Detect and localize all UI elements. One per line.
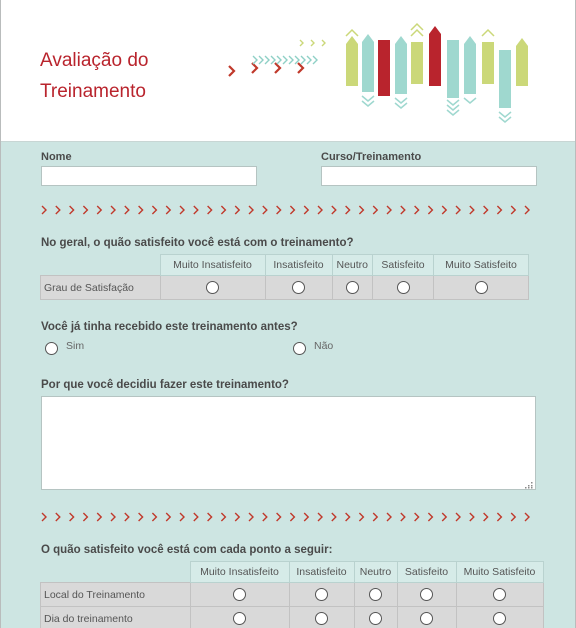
divider-chevron bbox=[511, 206, 515, 214]
divider-chevron bbox=[456, 206, 460, 214]
q1-col-header: Neutro bbox=[332, 255, 373, 276]
q1-col-header: Muito Insatisfeito bbox=[160, 255, 265, 276]
q4-col-header: Muito Satisfeito bbox=[456, 562, 543, 583]
q1-radio[interactable] bbox=[475, 281, 488, 294]
q4-radio[interactable] bbox=[420, 588, 433, 601]
divider-chevron bbox=[56, 513, 60, 521]
divider-chevron bbox=[428, 513, 432, 521]
course-input[interactable] bbox=[321, 166, 537, 186]
chevron-divider-icon bbox=[39, 511, 537, 523]
q2-radio-sim[interactable] bbox=[45, 342, 58, 355]
divider-chevron bbox=[290, 206, 294, 214]
divider-chevron bbox=[401, 513, 405, 521]
divider-chevron bbox=[470, 513, 474, 521]
form-title-line1: Avaliação do bbox=[40, 50, 149, 71]
q1-col-header: Insatisfeito bbox=[265, 255, 332, 276]
divider-chevron bbox=[42, 513, 46, 521]
divider-chevron bbox=[290, 513, 294, 521]
divider-chevron bbox=[166, 206, 170, 214]
table-row bbox=[41, 583, 544, 607]
course-label: Curso/Treinamento bbox=[321, 151, 422, 163]
divider-chevron bbox=[428, 206, 432, 214]
resize-grip-icon[interactable] bbox=[525, 480, 534, 489]
divider-chevron bbox=[152, 513, 156, 521]
q4-radio[interactable] bbox=[233, 588, 246, 601]
q1-radio[interactable] bbox=[292, 281, 305, 294]
q4-radio[interactable] bbox=[420, 612, 433, 625]
divider-chevron bbox=[263, 513, 267, 521]
divider-chevron bbox=[83, 206, 87, 214]
divider-chevron bbox=[221, 513, 225, 521]
divider-chevron bbox=[277, 513, 281, 521]
divider-chevron bbox=[304, 513, 308, 521]
q2-option-label: Não bbox=[314, 340, 334, 352]
divider-chevron bbox=[180, 206, 184, 214]
divider-chevron bbox=[387, 206, 391, 214]
chevron-divider-icon bbox=[39, 204, 537, 216]
divider-chevron bbox=[166, 513, 170, 521]
q4-radio[interactable] bbox=[369, 612, 382, 625]
divider-chevron bbox=[70, 513, 74, 521]
q4-row-label: Dia do treinamento bbox=[41, 607, 191, 628]
divider-chevron bbox=[139, 513, 143, 521]
q4-col-header: Insatisfeito bbox=[289, 562, 354, 583]
divider-chevron bbox=[415, 513, 419, 521]
divider-chevron bbox=[470, 206, 474, 214]
q4-radio[interactable] bbox=[369, 588, 382, 601]
divider-chevron bbox=[332, 513, 336, 521]
q4-matrix bbox=[40, 561, 544, 628]
divider-chevron bbox=[387, 513, 391, 521]
q1-radio[interactable] bbox=[346, 281, 359, 294]
divider-chevron bbox=[208, 206, 212, 214]
divider-chevron bbox=[139, 206, 143, 214]
q4-question: O quão satisfeito você está com cada ponto a seguir: bbox=[41, 544, 333, 556]
divider-chevron bbox=[415, 206, 419, 214]
divider-chevron bbox=[318, 513, 322, 521]
divider-chevron bbox=[373, 513, 377, 521]
q4-radio[interactable] bbox=[493, 612, 506, 625]
q1-row-label: Grau de Satisfação bbox=[41, 276, 161, 300]
name-input[interactable] bbox=[41, 166, 257, 186]
divider-chevron bbox=[97, 206, 101, 214]
q3-question: Por que você decidiu fazer este treinamento? bbox=[41, 379, 289, 391]
q1-radio[interactable] bbox=[397, 281, 410, 294]
divider-chevron bbox=[180, 513, 184, 521]
q4-radio[interactable] bbox=[233, 612, 246, 625]
lime-chevrons-icon bbox=[300, 40, 325, 46]
divider-chevron bbox=[497, 513, 501, 521]
divider-chevron bbox=[97, 513, 101, 521]
divider-chevron bbox=[152, 206, 156, 214]
divider-chevron bbox=[525, 513, 529, 521]
divider-chevron bbox=[346, 206, 350, 214]
q2-radio-nao[interactable] bbox=[293, 342, 306, 355]
q4-col-header: Satisfeito bbox=[397, 562, 456, 583]
divider-chevron bbox=[111, 206, 115, 214]
divider-chevron bbox=[318, 206, 322, 214]
divider-chevron bbox=[525, 206, 529, 214]
divider-chevron bbox=[249, 206, 253, 214]
divider-chevron bbox=[125, 513, 129, 521]
divider-chevron bbox=[111, 513, 115, 521]
q1-radio[interactable] bbox=[206, 281, 219, 294]
divider-chevron bbox=[484, 513, 488, 521]
divider-chevron bbox=[359, 206, 363, 214]
name-label: Nome bbox=[41, 151, 72, 163]
divider-chevron bbox=[484, 206, 488, 214]
divider-chevron bbox=[401, 206, 405, 214]
q2-question: Você já tinha recebido este treinamento antes? bbox=[41, 321, 298, 333]
q4-radio[interactable] bbox=[315, 612, 328, 625]
q3-textarea[interactable] bbox=[41, 396, 536, 490]
divider-chevron bbox=[42, 206, 46, 214]
form-title-line2: Treinamento bbox=[40, 81, 146, 102]
divider-chevron bbox=[359, 513, 363, 521]
q1-col-header: Muito Satisfeito bbox=[434, 255, 529, 276]
divider-chevron bbox=[511, 513, 515, 521]
q1-matrix bbox=[40, 254, 529, 300]
q1-col-header: Satisfeito bbox=[373, 255, 434, 276]
divider-chevron bbox=[442, 206, 446, 214]
divider-chevron bbox=[194, 206, 198, 214]
red-chevrons-icon bbox=[229, 63, 303, 76]
table-row bbox=[41, 607, 544, 628]
divider-chevron bbox=[221, 206, 225, 214]
q4-col-header: Neutro bbox=[354, 562, 397, 583]
divider-chevron bbox=[332, 206, 336, 214]
divider-chevron bbox=[56, 206, 60, 214]
teal-chevrons-icon bbox=[253, 56, 317, 64]
divider-chevron bbox=[70, 206, 74, 214]
q2-option-label: Sim bbox=[66, 340, 85, 352]
divider-chevron bbox=[208, 513, 212, 521]
divider-chevron bbox=[304, 206, 308, 214]
q4-col-header: Muito Insatisfeito bbox=[190, 562, 289, 583]
arrow-bars-icon bbox=[346, 24, 528, 122]
divider-chevron bbox=[373, 206, 377, 214]
divider-chevron bbox=[277, 206, 281, 214]
q4-radio[interactable] bbox=[315, 588, 328, 601]
divider-chevron bbox=[456, 513, 460, 521]
q1-question: No geral, o quão satisfeito você está com o treinamento? bbox=[41, 237, 354, 249]
divider-chevron bbox=[263, 206, 267, 214]
divider-chevron bbox=[235, 206, 239, 214]
divider-chevron bbox=[125, 206, 129, 214]
divider-chevron bbox=[497, 206, 501, 214]
q4-radio[interactable] bbox=[493, 588, 506, 601]
divider-chevron bbox=[442, 513, 446, 521]
q4-row-label: Local do Treinamento bbox=[41, 583, 191, 607]
table-row bbox=[41, 276, 529, 300]
divider-chevron bbox=[249, 513, 253, 521]
divider-chevron bbox=[83, 513, 87, 521]
divider-chevron bbox=[235, 513, 239, 521]
divider-chevron bbox=[346, 513, 350, 521]
header-decoration bbox=[1, 0, 575, 141]
divider-chevron bbox=[194, 513, 198, 521]
form-header bbox=[1, 0, 575, 142]
